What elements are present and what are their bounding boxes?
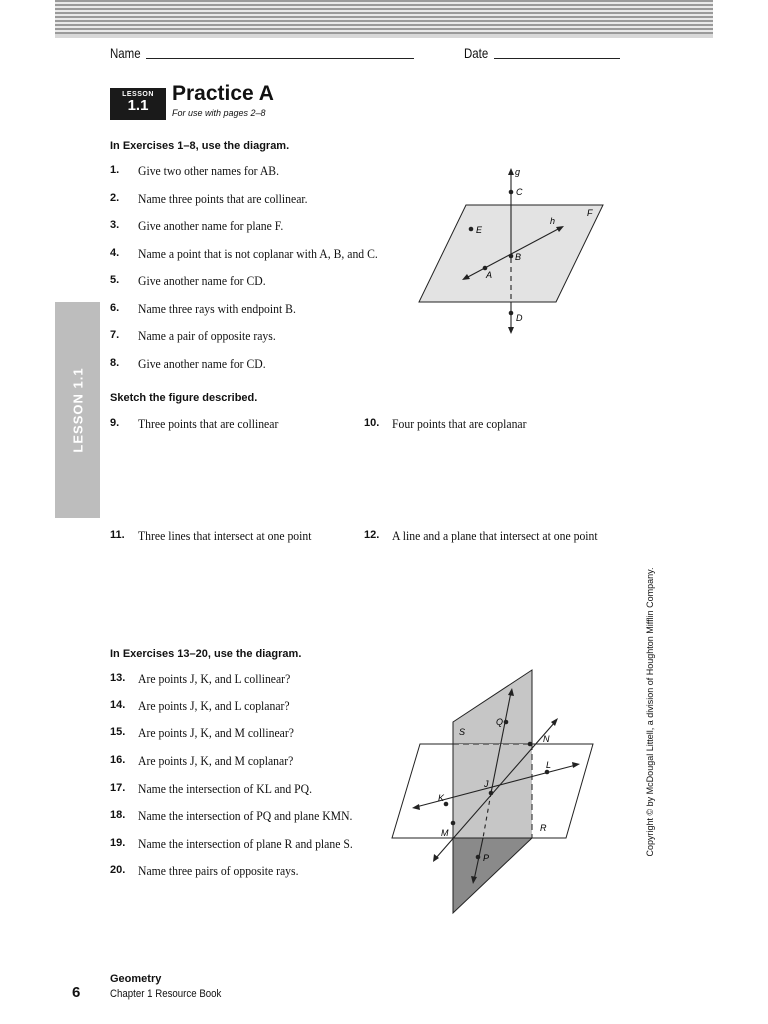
- section3-heading: In Exercises 13–20, use the diagram.: [110, 648, 302, 660]
- exercise-number: 15.: [110, 726, 126, 738]
- label-e: E: [476, 225, 483, 235]
- exercise-number: 13.: [110, 672, 126, 684]
- section1-heading: In Exercises 1–8, use the diagram.: [110, 140, 290, 152]
- exercise-text: Are points J, K, and L collinear?: [138, 671, 291, 686]
- exercise-number: 18.: [110, 809, 126, 821]
- lesson-side-tab-label: LESSON 1.1: [70, 367, 85, 453]
- exercise-number: 1.: [110, 164, 120, 176]
- label-m: M: [441, 828, 449, 838]
- exercise-text: Name the intersection of PQ and plane KMN.: [138, 808, 353, 823]
- exercise-number: 11.: [110, 529, 125, 541]
- exercise-number: 4.: [110, 247, 120, 259]
- exercise-text: Three lines that intersect at one point: [138, 528, 312, 543]
- exercise-text: Give another name for CD.: [138, 273, 266, 288]
- page-subtitle: For use with pages 2–8: [172, 108, 266, 118]
- exercise-number: 8.: [110, 357, 120, 369]
- label-l: L: [546, 760, 552, 770]
- label-p: P: [483, 853, 490, 863]
- exercise-text: Name a pair of opposite rays.: [138, 328, 276, 343]
- footer-book-title: Geometry: [110, 973, 162, 985]
- section2-heading: Sketch the figure described.: [110, 392, 258, 404]
- label-f: F: [587, 208, 593, 218]
- exercise-text: Name the intersection of KL and PQ.: [138, 781, 313, 796]
- exercise-text: Name three points that are collinear.: [138, 191, 308, 206]
- label-q: Q: [496, 717, 504, 727]
- label-k: K: [438, 793, 445, 803]
- label-s: S: [459, 727, 466, 737]
- exercise-number: 10.: [364, 417, 380, 429]
- label-r: R: [540, 823, 547, 833]
- label-d: D: [516, 313, 523, 323]
- name-label: Name: [110, 45, 141, 61]
- exercise-number: 16.: [110, 754, 126, 766]
- exercise-text: Four points that are coplanar: [392, 416, 527, 431]
- exercise-number: 20.: [110, 864, 126, 876]
- label-c: C: [516, 187, 523, 197]
- exercise-number: 3.: [110, 219, 120, 231]
- exercise-number: 9.: [110, 417, 120, 429]
- point-l: [545, 770, 550, 775]
- exercise-number: 14.: [110, 699, 126, 711]
- exercise-text: Name a point that is not coplanar with A, B, and C.: [138, 246, 378, 261]
- exercise-text: A line and a plane that intersect at one point: [392, 528, 598, 543]
- point-j: [489, 791, 494, 796]
- exercise-number: 6.: [110, 302, 120, 314]
- exercise-text: Are points J, K, and M collinear?: [138, 725, 294, 740]
- exercise-text: Name three pairs of opposite rays.: [138, 863, 299, 878]
- exercise-text: Three points that are collinear: [138, 416, 279, 431]
- lesson-badge-number: 1.1: [127, 97, 149, 114]
- exercise-text: Give another name for plane F.: [138, 218, 284, 233]
- exercise-number: 2.: [110, 192, 120, 204]
- label-h: h: [550, 216, 556, 226]
- label-n: N: [543, 734, 550, 744]
- label-g: g: [515, 167, 521, 177]
- date-label: Date: [464, 45, 489, 61]
- point-m: [451, 821, 456, 826]
- exercise-number: 5.: [110, 274, 120, 286]
- label-b: B: [515, 252, 522, 262]
- exercise-text: Give two other names for AB.: [138, 163, 280, 178]
- exercise-number: 12.: [364, 529, 380, 541]
- label-a: A: [486, 270, 493, 280]
- exercise-text: Name the intersection of plane R and plane S.: [138, 836, 353, 851]
- exercise-text: Are points J, K, and L coplanar?: [138, 698, 290, 713]
- exercise-text: Give another name for CD.: [138, 356, 266, 371]
- exercise-text: Are points J, K, and M coplanar?: [138, 753, 294, 768]
- exercise-number: 7.: [110, 329, 120, 341]
- plane-s-middle: [453, 744, 532, 838]
- label-j: J: [484, 779, 489, 789]
- exercise-text: Name three rays with endpoint B.: [138, 301, 296, 316]
- lesson-badge-label: LESSON: [122, 91, 154, 98]
- page-title: Practice A: [172, 82, 274, 105]
- point-k: [444, 802, 449, 807]
- point-n: [528, 742, 533, 747]
- point-q: [504, 720, 509, 725]
- copyright-notice: Copyright © by McDougal Littell, a division of Houghton Mifflin Company.: [645, 567, 655, 857]
- page-number: 6: [72, 984, 81, 1001]
- footer-book-subtitle: Chapter 1 Resource Book: [110, 988, 222, 1000]
- point-p: [476, 855, 481, 860]
- exercise-number: 17.: [110, 782, 126, 794]
- plane-s-lower: [453, 838, 532, 913]
- exercise-number: 19.: [110, 837, 126, 849]
